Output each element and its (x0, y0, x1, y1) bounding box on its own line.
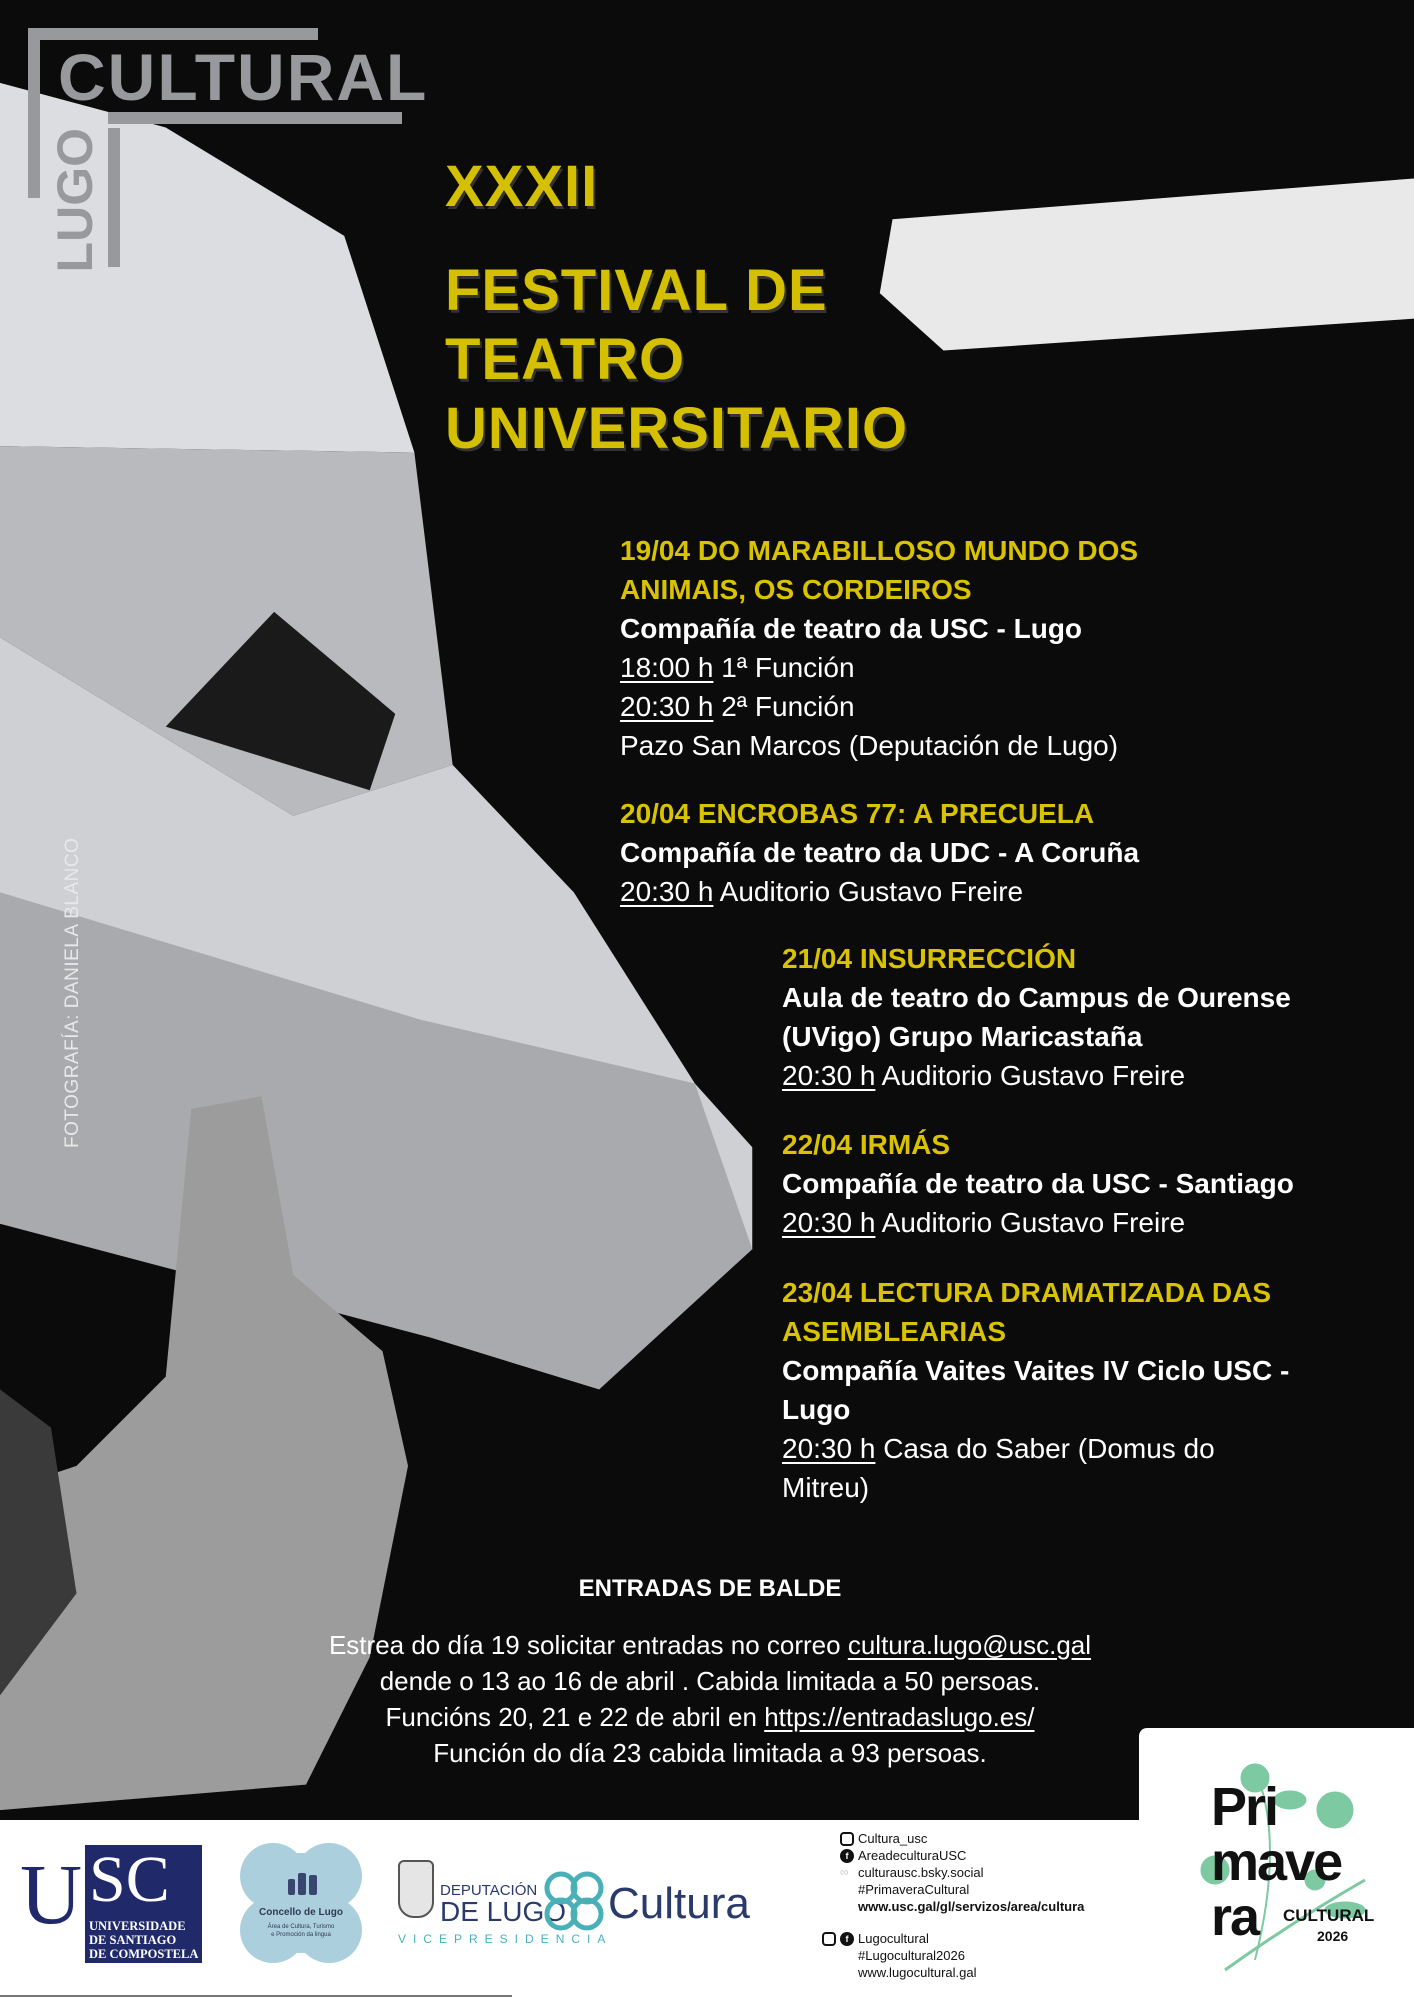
event-company: Lugo (782, 1394, 851, 1425)
lugo-cultural-logo-word: CULTURAL (58, 40, 429, 114)
primavera-sub: CULTURAL (1283, 1906, 1375, 1925)
primavera-word-1: Pri (1211, 1777, 1278, 1837)
event-time: 20:30 h (782, 1207, 876, 1238)
event-20-04 (620, 794, 1139, 911)
festival-title-line-3: UNIVERSITARIO (445, 396, 909, 461)
event-21-04 (782, 939, 1291, 1095)
event-22-04 (782, 1125, 1294, 1242)
instagram-icon (822, 1932, 836, 1946)
event-venue: Auditorio Gustavo Freire (719, 876, 1024, 907)
event-company: Compañía Vaites Vaites IV Ciclo USC - (782, 1355, 1290, 1386)
usc-instagram[interactable]: Cultura_usc (858, 1831, 928, 1846)
event-company: Aula de teatro do Campus de Ourense (782, 982, 1291, 1013)
towers-icon (288, 1873, 317, 1895)
usc-bluesky[interactable]: culturausc.bsky.social (858, 1865, 984, 1880)
tickets-info (270, 1575, 1150, 1771)
footer-divider (0, 1995, 512, 1997)
event-title: 23/04 LECTURA DRAMATIZADA DAS (782, 1277, 1271, 1308)
tickets-line-2: dende o 13 ao 16 de abril . Cabida limitada a 50 persoas. (379, 1666, 1041, 1696)
usc-logo-line: DE COMPOSTELA (89, 1947, 199, 1961)
event-venue: Pazo San Marcos (Deputación de Lugo) (620, 730, 1119, 761)
tickets-url-link[interactable]: https://entradaslugo.es/ (764, 1702, 1035, 1732)
event-time: 18:00 h (620, 652, 714, 683)
event-title: ASEMBLEARIAS (782, 1316, 1007, 1347)
email-link[interactable]: cultura.lugo@usc.gal (847, 1630, 1092, 1660)
event-venue-cont: Mitreu) (782, 1472, 870, 1503)
tickets-line-1: Estrea do día 19 solicitar entradas no correo (328, 1630, 848, 1660)
bluesky-icon: ∞ (840, 1865, 849, 1879)
facebook-icon: f (840, 1849, 854, 1863)
event-title: 19/04 DO MARABILLOSO MUNDO DOS (620, 535, 1139, 566)
event-time: 20:30 h (620, 876, 714, 907)
usc-facebook[interactable]: AreadeculturaUSC (858, 1848, 967, 1863)
instagram-icon (840, 1832, 854, 1846)
light-streak (880, 178, 1414, 350)
facebook-icon: f (840, 1932, 854, 1946)
lugo-social-links (822, 1930, 977, 1981)
primavera-word-3: ra (1211, 1887, 1259, 1947)
tickets-line-3: Funcións 20, 21 e 22 de abril en (385, 1702, 765, 1732)
event-company: Compañía de teatro da UDC - A Coruña (620, 837, 1140, 868)
festival-title-line-2: TEATRO (445, 327, 686, 392)
knot-icon (543, 1870, 605, 1932)
lugo-handle[interactable]: Lugocultural (858, 1931, 929, 1946)
usc-web-link[interactable]: www.usc.gal/gl/servizos/area/cultura (858, 1899, 1085, 1914)
event-company: Compañía de teatro da USC - Santiago (782, 1168, 1294, 1199)
concello-sub: e Promoción da lingua (271, 1932, 331, 1938)
event-time: 20:30 h (620, 691, 714, 722)
usc-logo-line: UNIVERSIDADE (89, 1919, 186, 1933)
concello-lugo-logo (240, 1843, 362, 1963)
usc-logo-sc: SC (89, 1843, 170, 1916)
coat-of-arms-icon (398, 1860, 434, 1918)
event-title: 22/04 IRMÁS (782, 1129, 951, 1160)
event-title: 21/04 INSURRECCIÓN (782, 943, 1077, 974)
tickets-title: ENTRADAS DE BALDE (578, 1575, 842, 1602)
event-company: Compañía de teatro da USC - Lugo (620, 613, 1083, 644)
cultura-brand: Cultura (608, 1879, 750, 1928)
event-23-04 (782, 1273, 1289, 1507)
tickets-line-4: Función do día 23 cabida limitada a 93 persoas. (433, 1738, 987, 1768)
concello-sub: Área de Cultura, Turismo (267, 1924, 335, 1930)
usc-logo-u: U (20, 1846, 83, 1942)
festival-title-line-1: FESTIVAL DE (445, 258, 828, 323)
lugo-cultural-logo-vertical: LUGO (47, 128, 103, 273)
event-session: 2ª Función (721, 691, 855, 722)
primavera-cultural-logo (1195, 1760, 1375, 1980)
logo-frame-top (28, 28, 318, 40)
usc-logo-line: DE SANTIAGO (89, 1933, 177, 1947)
edition-number: XXXII (445, 154, 599, 219)
primavera-year: 2026 (1317, 1928, 1349, 1944)
event-title: 20/04 ENCROBAS 77: A PRECUELA (620, 798, 1095, 829)
deputacion-line-2: DE LUGO (440, 1896, 567, 1927)
event-company: (UVigo) Grupo Maricastaña (782, 1021, 1143, 1052)
photo-credit: FOTOGRAFÍA: DANIELA BLANCO (62, 837, 83, 1148)
event-time: 20:30 h (782, 1433, 876, 1464)
logo-frame-right (108, 128, 120, 267)
lugo-web-link[interactable]: www.lugocultural.gal (858, 1965, 977, 1980)
event-session: 1ª Función (721, 652, 855, 683)
concello-name: Concello de Lugo (259, 1907, 343, 1918)
deputacion-line-1: DEPUTACIÓN (440, 1882, 538, 1899)
event-19-04 (620, 531, 1138, 765)
primavera-word-2: mave (1211, 1832, 1342, 1892)
lugo-hashtag: #Lugocultural2026 (858, 1948, 965, 1963)
event-title: ANIMAIS, OS CORDEIROS (620, 574, 972, 605)
event-venue: Casa do Saber (Domus do (883, 1433, 1215, 1464)
logo-frame-left (28, 28, 40, 198)
event-time: 20:30 h (782, 1060, 876, 1091)
usc-social-links (840, 1830, 1084, 1915)
event-venue: Auditorio Gustavo Freire (881, 1060, 1186, 1091)
usc-hashtag: #PrimaveraCultural (858, 1882, 970, 1897)
vicepresidencia-label: VICEPRESIDENCIA (398, 1932, 613, 1946)
event-venue: Auditorio Gustavo Freire (881, 1207, 1186, 1238)
